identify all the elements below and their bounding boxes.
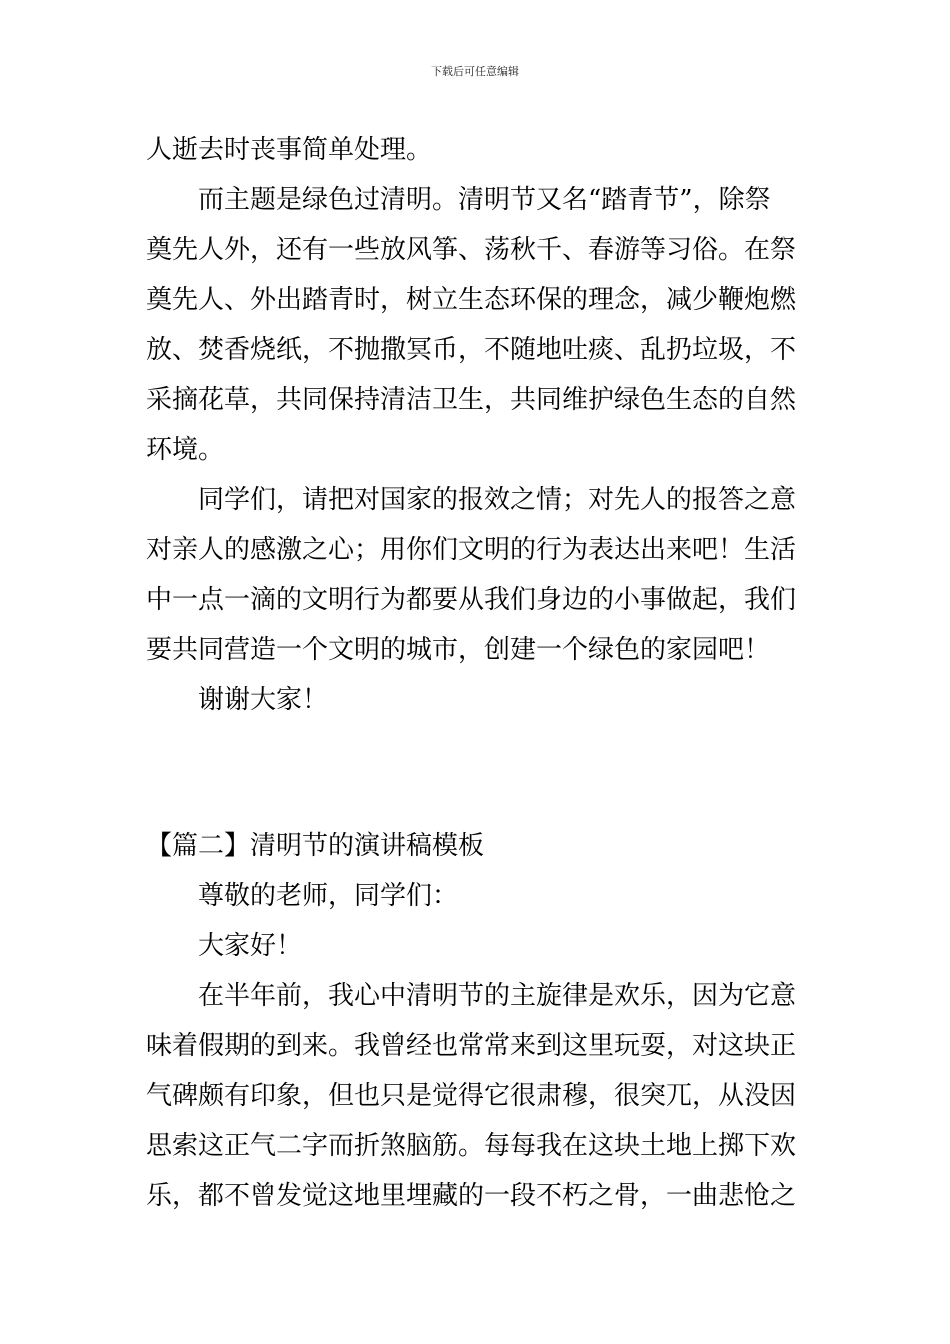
paragraph-line: 中一点一滴的文明行为都要从我们身边的小事做起，我们 xyxy=(146,585,797,615)
paragraph-line: 人逝去时丧事简单处理。 xyxy=(146,135,433,165)
paragraph-line: 思索这正气二字而折煞脑筋。每每我在这块土地上掷下欢 xyxy=(146,1131,797,1161)
paragraph-line: 气碑颇有印象，但也只是觉得它很肃穆，很突兀，从没因 xyxy=(146,1081,797,1111)
paragraph-line: 采摘花草，共同保持清洁卫生，共同维护绿色生态的自然 xyxy=(146,385,797,415)
paragraph-line: 乐，都不曾发觉这地里埋藏的一段不朽之骨，一曲悲怆之 xyxy=(146,1181,797,1211)
paragraph-line: 同学们，请把对国家的报效之情；对先人的报答之意 xyxy=(198,485,797,515)
paragraph-line: 奠先人外，还有一些放风筝、荡秋千、春游等习俗。在祭 xyxy=(146,235,797,265)
paragraph-line: 奠先人、外出踏青时，树立生态环保的理念，减少鞭炮燃 xyxy=(146,285,797,315)
section-title: 【篇二】清明节的演讲稿模板 xyxy=(146,831,485,861)
paragraph-line: 要共同营造一个文明的城市，创建一个绿色的家园吧！ xyxy=(146,635,771,665)
paragraph-line: 环境。 xyxy=(146,435,225,465)
paragraph-line: 在半年前，我心中清明节的主旋律是欢乐，因为它意 xyxy=(198,981,797,1011)
page-header: 下载后可任意编辑 xyxy=(431,65,519,78)
greeting-line: 大家好！ xyxy=(198,931,303,961)
paragraph-line: 对亲人的感激之心；用你们文明的行为表达出来吧！生活 xyxy=(146,535,797,565)
paragraph-line: 味着假期的到来。我曾经也常常来到这里玩耍，对这块正 xyxy=(146,1031,797,1061)
document-body xyxy=(146,125,806,1221)
section-gap xyxy=(146,725,806,821)
paragraph-line: 而主题是绿色过清明。清明节又名“踏青节”，除祭 xyxy=(198,185,771,215)
paragraph-line: 放、焚香烧纸，不抛撒冥币，不随地吐痰、乱扔垃圾，不 xyxy=(146,335,797,365)
salutation-line: 尊敬的老师，同学们： xyxy=(198,881,459,911)
closing-line: 谢谢大家！ xyxy=(198,685,329,715)
